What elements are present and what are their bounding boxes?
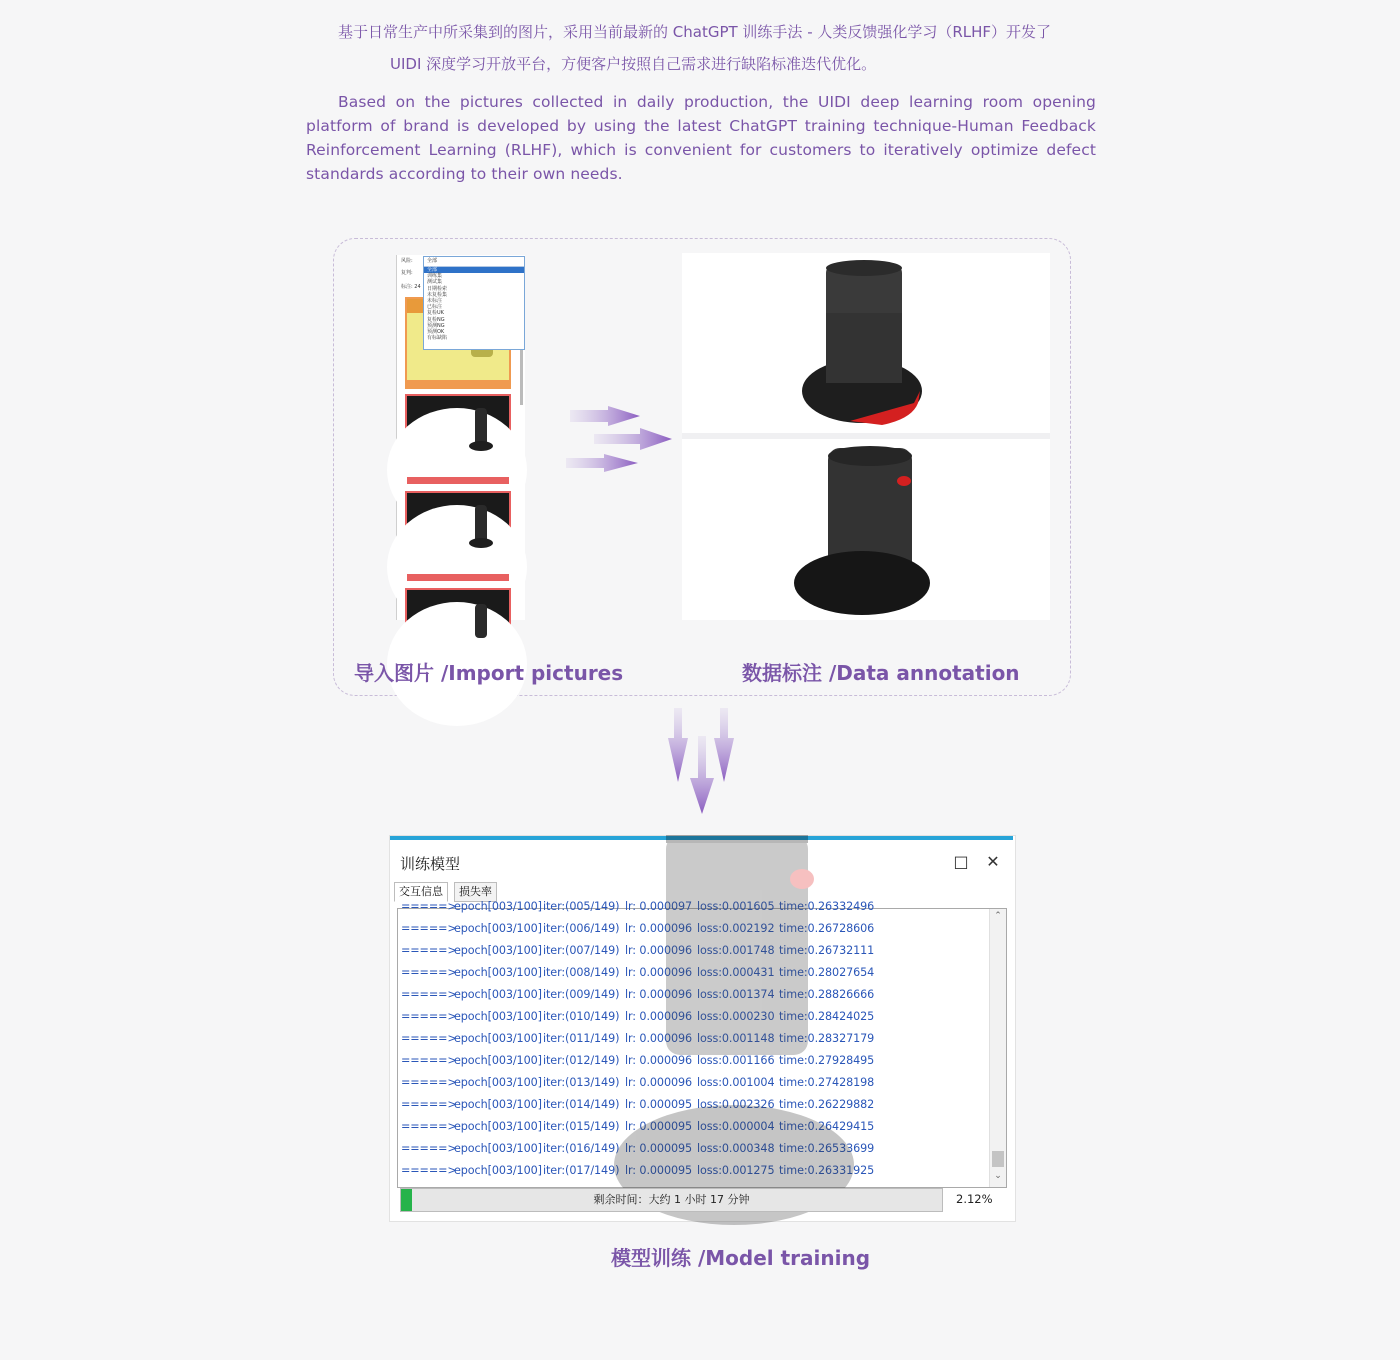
dropdown-option[interactable]: 已标注: [427, 304, 443, 311]
log-lr: lr: 0.000096: [625, 944, 693, 957]
log-iter: iter:(005/149): [543, 900, 620, 913]
log-iter: iter:(017/149): [543, 1164, 620, 1177]
close-icon[interactable]: ✕: [986, 852, 1000, 871]
dropdown-value: 全部: [424, 257, 524, 267]
dropdown-option[interactable]: 未复检集: [427, 291, 448, 298]
log-iter: iter:(009/149): [543, 988, 620, 1001]
training-log[interactable]: [397, 900, 1007, 1188]
tab-loss-rate[interactable]: 损失率: [454, 882, 497, 902]
log-time: time:0.26732111: [779, 944, 875, 957]
log-arrow: =====>: [401, 900, 457, 913]
log-epoch: epoch[003/100]: [454, 966, 542, 979]
window-title: 训练模型: [400, 855, 461, 873]
status-bar: [407, 477, 509, 484]
log-epoch: epoch[003/100]: [454, 988, 542, 1001]
log-arrow: =====>: [401, 988, 457, 1001]
log-arrow: =====>: [401, 1142, 457, 1155]
log-loss: loss:0.001605: [697, 900, 775, 913]
progress-percent: 2.12%: [956, 1192, 993, 1206]
log-loss: loss:0.001374: [697, 988, 775, 1001]
dropdown-option[interactable]: 全部: [424, 267, 524, 273]
log-epoch: epoch[003/100]: [454, 1054, 542, 1067]
log-loss: loss:0.001004: [697, 1076, 775, 1089]
dropdown-option[interactable]: 复检UK: [427, 310, 444, 317]
arrow-down-icon: [662, 708, 742, 816]
scroll-down-icon[interactable]: ⌄: [994, 1171, 1002, 1181]
intro-cn-line2: UIDI 深度学习开放平台，方便客户按照自己需求进行缺陷标准迭代优化。: [390, 55, 877, 73]
tab-interaction-info[interactable]: 交互信息: [394, 882, 448, 902]
log-iter: iter:(008/149): [543, 966, 620, 979]
model-training-label: 模型训练 /Model training: [611, 1246, 871, 1270]
log-loss: loss:0.002326: [697, 1098, 775, 1111]
log-lr: lr: 0.000096: [625, 966, 693, 979]
data-annotation-screenshot: [682, 253, 1050, 620]
dropdown-option[interactable]: 日期检索: [427, 285, 448, 292]
import-pictures-screenshot: [396, 255, 525, 620]
log-lr: lr: 0.000096: [625, 1010, 693, 1023]
log-lr: lr: 0.000095: [625, 1142, 693, 1155]
remaining-time-text: 剩余时间：大约 1 小时 17 分钟: [593, 1193, 750, 1206]
data-annotation-label: 数据标注 /Data annotation: [742, 661, 1020, 685]
log-time: time:0.28424025: [779, 1010, 875, 1023]
dropdown-options: [424, 267, 524, 341]
log-lr: lr: 0.000096: [625, 1054, 693, 1067]
thumbnail-list: [405, 297, 511, 685]
log-time: time:0.27928495: [779, 1054, 875, 1067]
log-arrow: =====>: [401, 1076, 457, 1089]
intro-en-paragraph: Based on the pictures collected in daily production, the UIDI deep learning room opening platform of brand is developed by using the latest ChatGPT training technique-Human Feedback Reinforcement Learning (RLHF), which is convenient for customers to iteratively optimize defect standards according to their own needs.: [306, 93, 1096, 183]
log-arrow: =====>: [401, 1120, 457, 1133]
log-epoch: epoch[003/100]: [454, 900, 542, 913]
intro-english: [306, 90, 1096, 186]
log-scrollbar[interactable]: [989, 909, 1006, 1187]
log-epoch: epoch[003/100]: [454, 1142, 542, 1155]
log-iter: iter:(011/149): [543, 1032, 620, 1045]
log-arrow: =====>: [401, 1032, 457, 1045]
intro-chinese: [306, 16, 1096, 80]
log-loss: loss:0.001166: [697, 1054, 775, 1067]
dropdown-option[interactable]: 复检NG: [427, 316, 445, 323]
status-bar: [407, 574, 509, 581]
training-window: [389, 835, 1016, 1222]
scroll-thumb[interactable]: [992, 1151, 1004, 1167]
log-time: time:0.26332496: [779, 900, 875, 913]
log-iter: iter:(010/149): [543, 1010, 620, 1023]
bolt-thumbnail-image: [407, 493, 509, 577]
import-scrollbar[interactable]: [520, 345, 523, 405]
log-epoch: epoch[003/100]: [454, 1010, 542, 1023]
dropdown-option[interactable]: 测试集: [427, 279, 443, 286]
thumbnail-item[interactable]: [405, 394, 511, 486]
scroll-up-icon[interactable]: ⌃: [994, 911, 1002, 921]
log-epoch: epoch[003/100]: [454, 1098, 542, 1111]
log-time: time:0.26331925: [779, 1164, 875, 1177]
log-epoch: epoch[003/100]: [454, 1120, 542, 1133]
log-time: time:0.28826666: [779, 988, 875, 1001]
filter-label-review: 复判:: [401, 270, 413, 276]
arrow-right-icon: [560, 400, 680, 480]
log-time: time:0.26728606: [779, 922, 875, 935]
dropdown-option[interactable]: 有标缺陷: [427, 335, 448, 342]
log-loss: loss:0.001148: [697, 1032, 775, 1045]
image-divider: [682, 433, 1050, 439]
log-iter: iter:(013/149): [543, 1076, 620, 1089]
filter-label-risk: 风险:: [401, 258, 413, 264]
log-arrow: =====>: [401, 966, 457, 979]
bolt-thumbnail-image: [407, 396, 509, 480]
log-loss: loss:0.002192: [697, 922, 775, 935]
log-time: time:0.26229882: [779, 1098, 875, 1111]
log-iter: iter:(007/149): [543, 944, 620, 957]
filter-label-annotate: 标注: 24: [401, 284, 421, 290]
log-iter: iter:(006/149): [543, 922, 620, 935]
log-loss: loss:0.000004: [697, 1120, 775, 1133]
dropdown-option[interactable]: 训练集: [427, 273, 443, 280]
filter-dropdown[interactable]: [423, 256, 525, 350]
log-lr: lr: 0.000097: [625, 900, 693, 913]
log-epoch: epoch[003/100]: [454, 944, 542, 957]
dropdown-option[interactable]: 预测OK: [427, 329, 445, 336]
log-epoch: epoch[003/100]: [454, 1032, 542, 1045]
log-lr: lr: 0.000095: [625, 1098, 693, 1111]
log-epoch: epoch[003/100]: [454, 1164, 542, 1177]
maximize-icon[interactable]: □: [953, 852, 969, 871]
log-loss: loss:0.001275: [697, 1164, 775, 1177]
dropdown-option[interactable]: 未标注: [427, 298, 443, 305]
log-arrow: =====>: [401, 1010, 457, 1023]
log-time: time:0.28027654: [779, 966, 875, 979]
log-lr: lr: 0.000095: [625, 1120, 693, 1133]
log-epoch: epoch[003/100]: [454, 922, 542, 935]
log-arrow: =====>: [401, 922, 457, 935]
window-top-bar: [390, 836, 1013, 840]
log-lr: lr: 0.000096: [625, 922, 693, 935]
log-lr: lr: 0.000096: [625, 1032, 693, 1045]
log-loss: loss:0.000348: [697, 1142, 775, 1155]
log-arrow: =====>: [401, 1098, 457, 1111]
log-iter: iter:(014/149): [543, 1098, 620, 1111]
log-lr: lr: 0.000096: [625, 988, 693, 1001]
log-arrow: =====>: [401, 1164, 457, 1177]
log-iter: iter:(015/149): [543, 1120, 620, 1133]
log-arrow: =====>: [401, 1054, 457, 1067]
log-time: time:0.26533699: [779, 1142, 875, 1155]
log-time: time:0.28327179: [779, 1032, 875, 1045]
status-bar: [407, 380, 509, 387]
log-time: time:0.27428198: [779, 1076, 875, 1089]
training-progress-bar: [400, 1188, 943, 1212]
log-loss: loss:0.000230: [697, 1010, 775, 1023]
log-loss: loss:0.000431: [697, 966, 775, 979]
log-lr: lr: 0.000095: [625, 1164, 693, 1177]
dropdown-option[interactable]: 预测NG: [427, 322, 445, 329]
log-lr: lr: 0.000096: [625, 1076, 693, 1089]
log-time: time:0.26429415: [779, 1120, 875, 1133]
log-loss: loss:0.001748: [697, 944, 775, 957]
log-iter: iter:(012/149): [543, 1054, 620, 1067]
log-iter: iter:(016/149): [543, 1142, 620, 1155]
log-epoch: epoch[003/100]: [454, 1076, 542, 1089]
thumbnail-item[interactable]: [405, 491, 511, 583]
log-arrow: =====>: [401, 944, 457, 957]
import-pictures-label: 导入图片 /Import pictures: [354, 661, 624, 685]
intro-cn-line1: 基于日常生产中所采集到的图片，采用当前最新的 ChatGPT 训练手法 - 人类反馈强化学习（RLHF）开发了: [338, 23, 1052, 41]
